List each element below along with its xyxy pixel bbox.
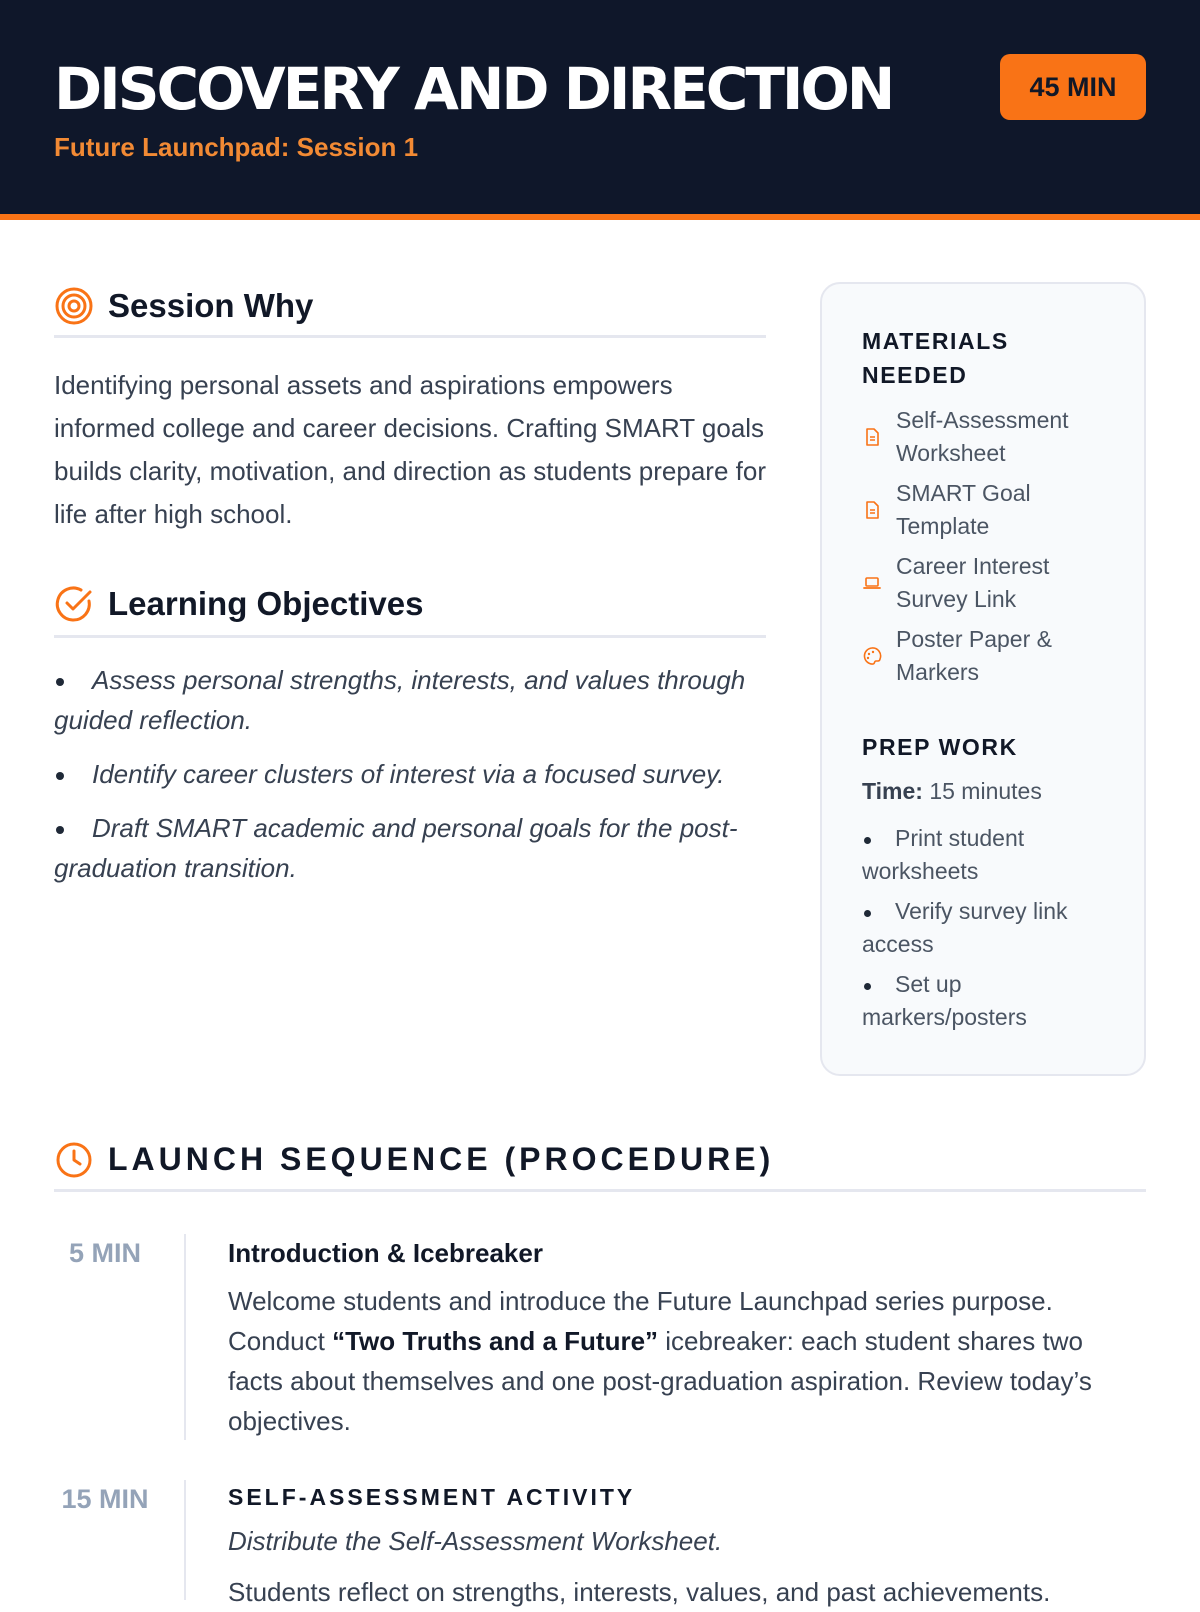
prep-list — [862, 822, 1132, 1041]
material-item — [862, 477, 1122, 543]
document-icon — [862, 500, 882, 520]
prep-time-value: 15 minutes — [929, 778, 1042, 804]
check-circle-icon — [54, 584, 94, 624]
session-header — [0, 0, 1200, 220]
prep-work-heading: PREP WORK — [862, 734, 1018, 760]
objectives-list — [54, 660, 766, 902]
session-why-title: Session Why — [108, 286, 314, 324]
material-item — [862, 623, 1122, 689]
material-item — [862, 550, 1122, 616]
launch-sequence-heading — [54, 1130, 1146, 1192]
objective-item: Assess personal strengths, interests, and values through guided reflection. — [54, 660, 766, 740]
material-label: Career Interest Survey Link — [896, 553, 1050, 612]
launch-sequence-title: LAUNCH SEQUENCE (PROCEDURE) — [108, 1141, 775, 1177]
laptop-icon — [862, 573, 882, 593]
page-subtitle: Future Launchpad: Session 1 — [54, 132, 419, 162]
step-description: Students reflect on strengths, interests, values, and past achievements. — [228, 1577, 1051, 1607]
prep-time — [862, 778, 1042, 805]
icebreaker-name: “Two Truths and a Future” — [332, 1326, 659, 1356]
step-title: SELF-ASSESSMENT ACTIVITY — [228, 1484, 636, 1510]
materials-sidebar — [820, 282, 1146, 1076]
step-time: 15 MIN — [61, 1484, 149, 1514]
material-label: Self-Assessment Worksheet — [896, 407, 1069, 466]
step-description — [228, 1281, 1138, 1441]
step-divider — [184, 1480, 186, 1600]
materials-heading: MATERIALS NEEDED — [862, 328, 1009, 388]
material-label: Poster Paper & Markers — [896, 626, 1052, 685]
prep-item: Set up markers/posters — [862, 968, 1132, 1034]
prep-item: Verify survey link access — [862, 895, 1132, 961]
session-why-text: Identifying personal assets and aspirations empowers informed college and career decisions. Crafting SMART goals builds clarity, motivation, and direction as students prepare for life after high school. — [54, 370, 766, 529]
prep-item: Print student worksheets — [862, 822, 1132, 888]
step-time: 5 MIN — [68, 1238, 141, 1268]
learning-objectives-title: Learning Objectives — [108, 584, 424, 622]
session-why-heading — [54, 276, 766, 338]
prep-time-label: Time: — [862, 778, 923, 804]
step-text: icebreaker: each student shares two facts about themselves and one post-graduation aspiration. Review today’s objectives. — [228, 1326, 1092, 1436]
step-title: Introduction & Icebreaker — [228, 1238, 543, 1268]
objective-item: Draft SMART academic and personal goals for the post-graduation transition. — [54, 808, 766, 888]
page-title: DISCOVERY AND DIRECTION — [54, 55, 893, 123]
clock-icon — [54, 1140, 94, 1180]
palette-icon — [862, 646, 882, 666]
step-text: Welcome students and introduce the Future Launchpad series purpose. Conduct — [228, 1286, 1053, 1356]
objective-item: Identify career clusters of interest via a focused survey. — [54, 754, 766, 794]
target-icon — [54, 286, 94, 326]
duration-badge: 45 MIN — [1000, 54, 1146, 120]
document-icon — [862, 427, 882, 447]
material-label: SMART Goal Template — [896, 480, 1031, 539]
learning-objectives-heading — [54, 572, 766, 638]
step-intro: Distribute the Self-Assessment Worksheet. — [228, 1526, 723, 1556]
step-divider — [184, 1234, 186, 1440]
material-item — [862, 404, 1122, 470]
